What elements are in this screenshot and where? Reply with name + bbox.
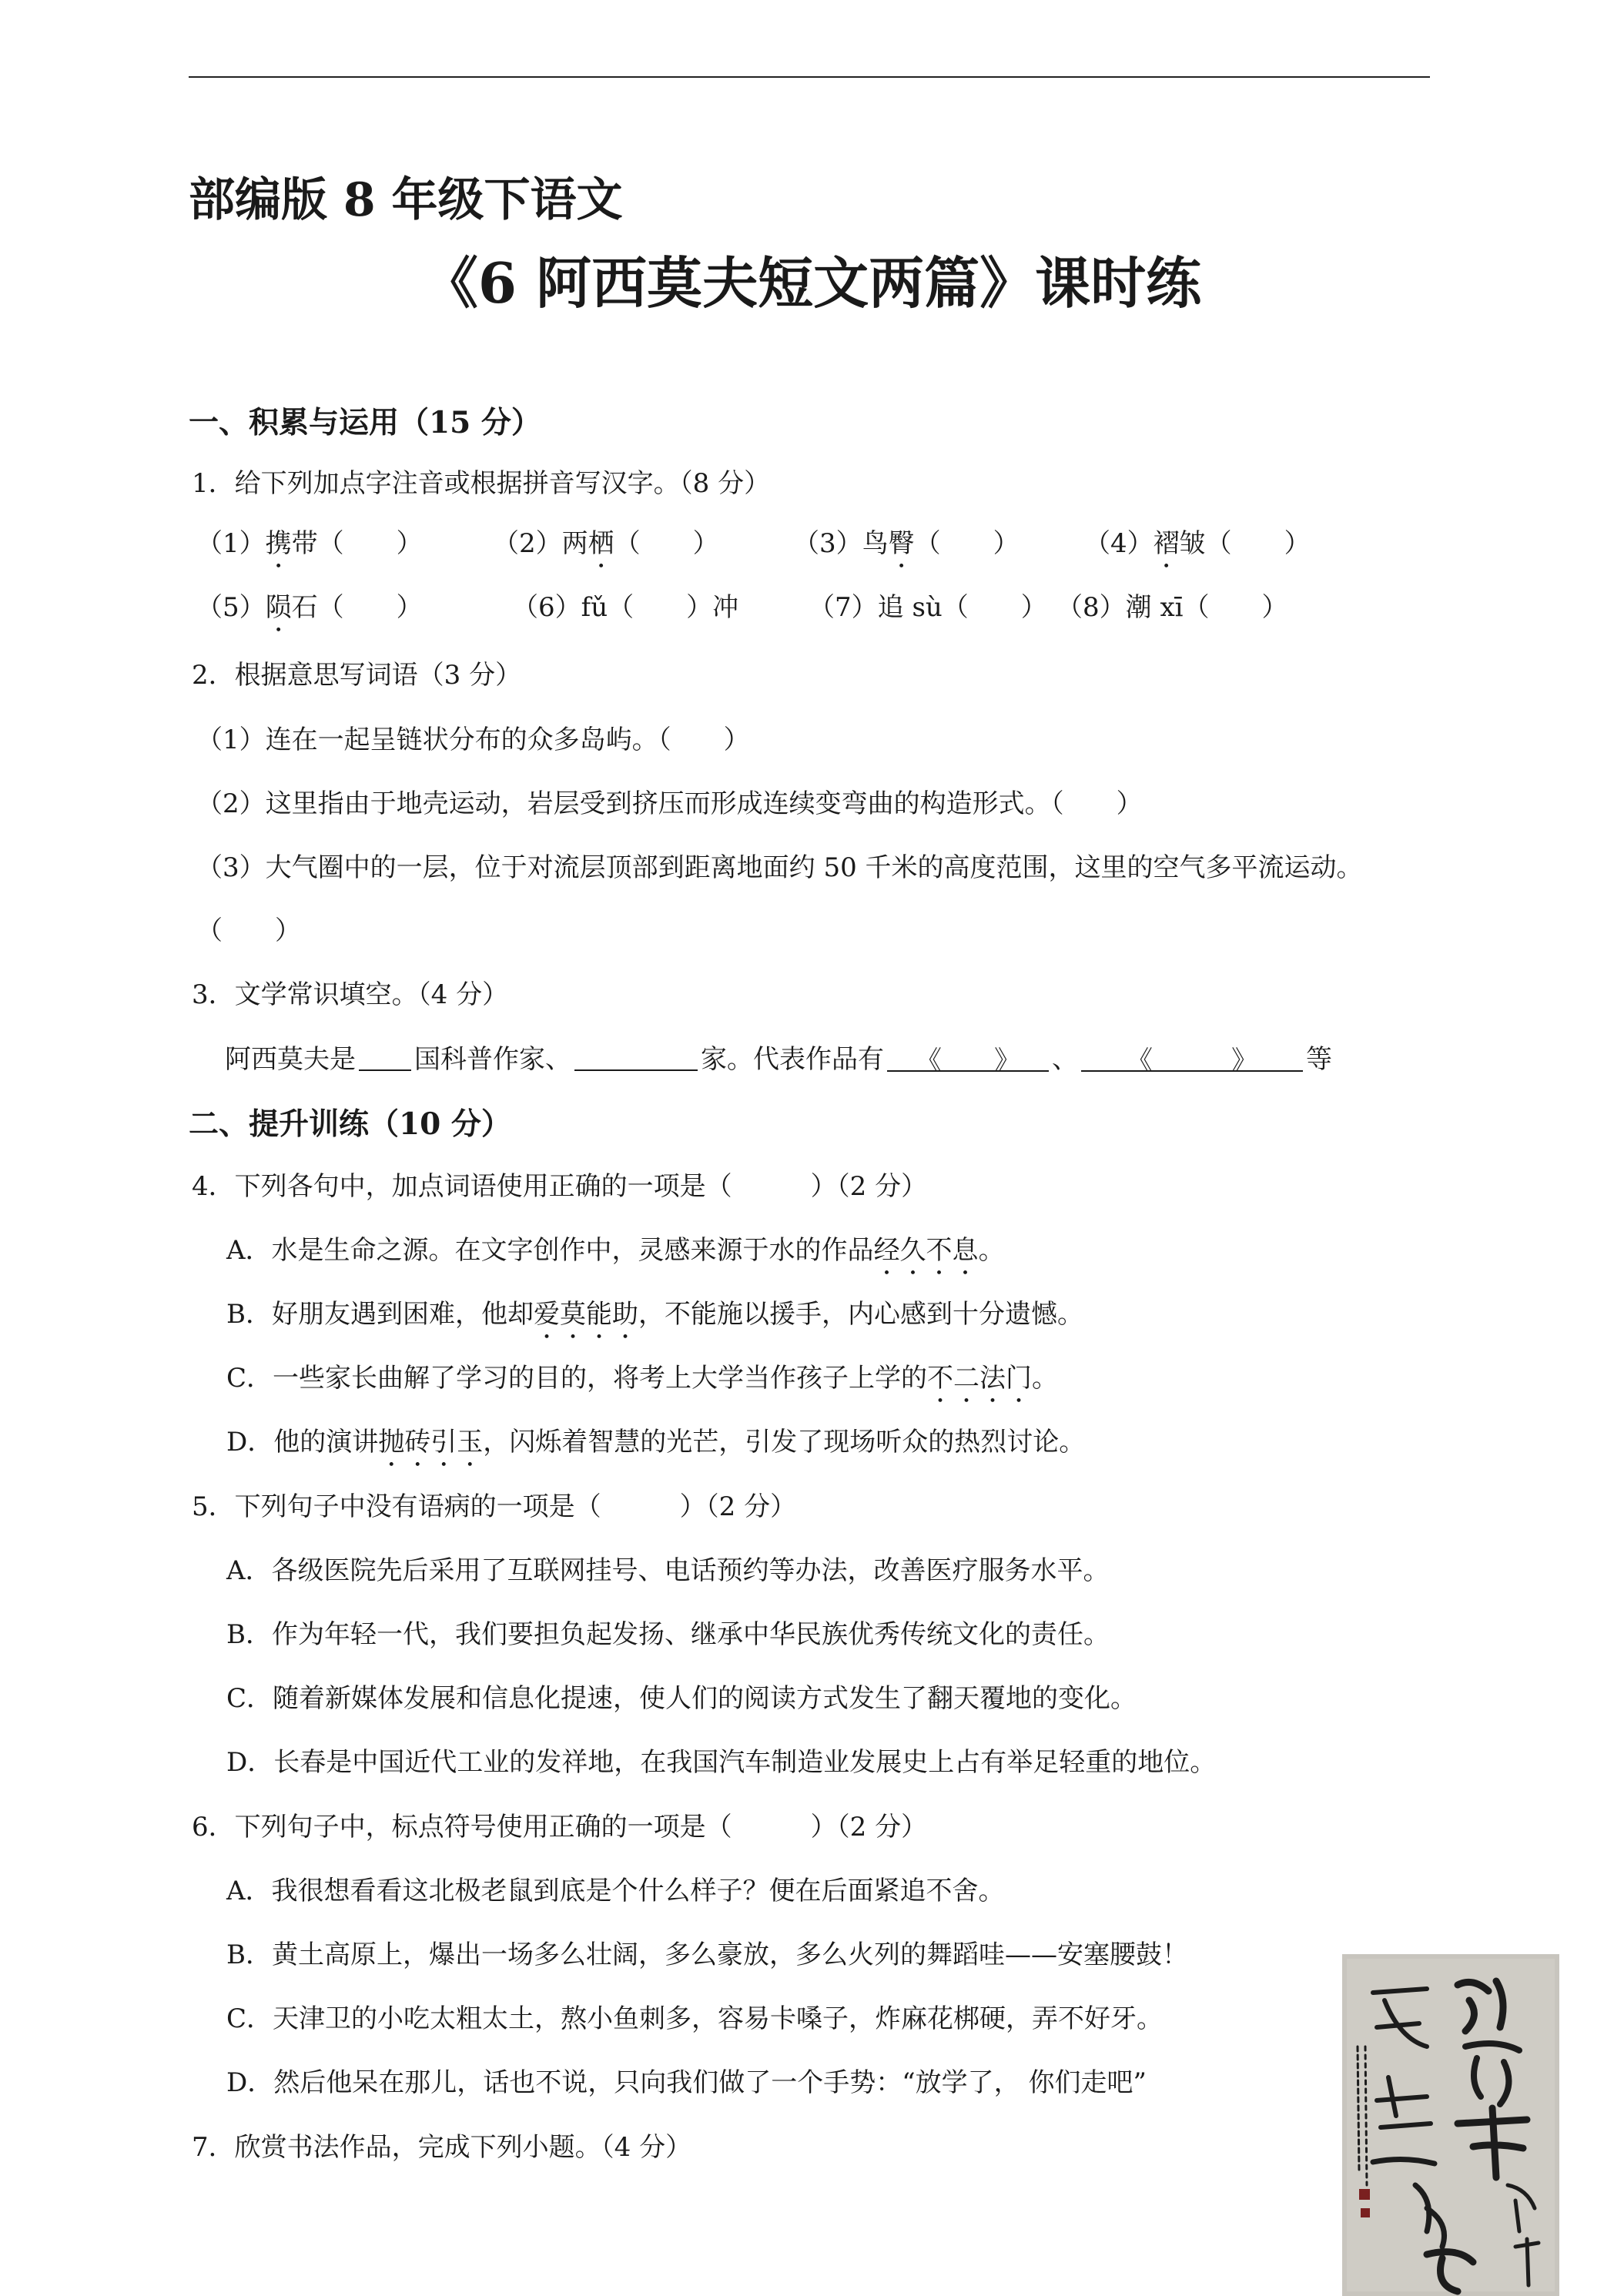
- emphasized-char: 栖: [588, 528, 614, 559]
- q1-item-6: （6）fǔ（ ）冲: [512, 592, 739, 623]
- header-rule: [189, 76, 1430, 78]
- question-7-stem: 7．欣赏书法作品，完成下列小题。（4 分）: [192, 2132, 692, 2163]
- emphasized-phrase: 抛砖引玉: [378, 1427, 484, 1458]
- q4-option-c: C．一些家长曲解了学习的目的，将考上大学当作孩子上学的不二法门。: [226, 1363, 1059, 1394]
- q4-option-d: D．他的演讲抛砖引玉，闪烁着智慧的光芒，引发了现场听众的热烈讨论。: [226, 1427, 1086, 1458]
- section-heading-2: 二、提升训练（10 分）: [189, 1106, 511, 1142]
- calligraphy-artwork: [1342, 1954, 1559, 2296]
- q3-fill-line: 阿西莫夫是 国科普作家、 家。代表作品有 《 》 、 《 》 等: [225, 1044, 1332, 1076]
- question-1-stem: 1．给下列加点字注音或根据拼音写汉字。（8 分）: [192, 468, 771, 499]
- question-2-stem: 2．根据意思写词语（3 分）: [192, 660, 522, 691]
- question-3-stem: 3．文学常识填空。（4 分）: [192, 979, 509, 1010]
- q6-option-b: B．黄土高原上，爆出一场多么壮阔，多么豪放，多么火列的舞蹈哇——安塞腰鼓！: [226, 1940, 1188, 1970]
- q5-option-d: D．长春是中国近代工业的发祥地，在我国汽车制造业发展史上占有举足轻重的地位。: [226, 1747, 1217, 1778]
- blank-1: [359, 1043, 411, 1071]
- q2-item-1: （1）连在一起呈链状分布的众多岛屿。（ ）: [196, 725, 750, 755]
- emphasized-phrase: 不二法门: [927, 1363, 1033, 1394]
- q6-option-c: C．天津卫的小吃太粗太土，熬小鱼刺多，容易卡嗓子，炸麻花梆硬，弄不好牙。: [226, 2003, 1164, 2034]
- q1-item-3: （3）鸟臀（ ）: [793, 528, 1020, 559]
- q2-item-3: （3）大气圈中的一层，位于对流层顶部到距离地面约 50 千米的高度范围，这里的空气多平流运动。: [196, 852, 1363, 883]
- emphasized-phrase: 经久不息: [873, 1235, 979, 1266]
- q1-item-1: （1）携带（ ）: [196, 528, 423, 559]
- q1-item-7: （7）追 sù（ ）: [809, 592, 1047, 623]
- emphasized-char: 褶: [1153, 528, 1180, 559]
- q5-option-b: B．作为年轻一代，我们要担负起发扬、继承中华民族优秀传统文化的责任。: [226, 1619, 1110, 1650]
- q2-item-3-answer: （ ）: [196, 915, 301, 946]
- q4-option-b: B．好朋友遇到困难，他却爱莫能助，不能施以援手，内心感到十分遗憾。: [226, 1299, 1083, 1330]
- emphasized-char: 陨: [265, 592, 292, 623]
- blank-2: [574, 1043, 698, 1071]
- document-subtitle: 部编版 8 年级下语文: [189, 173, 623, 227]
- q1-item-2: （2）两栖（ ）: [493, 528, 719, 559]
- question-5-stem: 5．下列句子中没有语病的一项是（ ）（2 分）: [192, 1491, 797, 1522]
- question-4-stem: 4．下列各句中，加点词语使用正确的一项是（ ）（2 分）: [192, 1171, 928, 1202]
- q4-option-a: A．水是生命之源。在文字创作中，灵感来源于水的作品经久不息。: [226, 1235, 1005, 1266]
- emphasized-phrase: 爱莫能助: [534, 1299, 638, 1330]
- emphasized-char: 携: [265, 528, 292, 559]
- q6-option-d: D．然后他呆在那儿，话也不说，只向我们做了一个手势：“放学了， 你们走吧”: [226, 2067, 1147, 2098]
- question-6-stem: 6．下列句子中，标点符号使用正确的一项是（ ）（2 分）: [192, 1812, 928, 1842]
- q2-item-2: （2）这里指由于地壳运动，岩层受到挤压而形成连续变弯曲的构造形式。（ ）: [196, 788, 1143, 819]
- blank-4: 《 》: [1081, 1044, 1303, 1072]
- q5-option-a: A．各级医院先后采用了互联网挂号、电话预约等办法，改善医疗服务水平。: [226, 1555, 1110, 1586]
- q1-item-5: （5）陨石（ ）: [196, 592, 423, 623]
- q5-option-c: C．随着新媒体发展和信息化提速，使人们的阅读方式发生了翻天覆地的变化。: [226, 1683, 1137, 1714]
- q1-item-4: （4）褶皱（ ）: [1084, 528, 1311, 559]
- q1-item-8: （8）潮 xī（ ）: [1056, 592, 1288, 623]
- emphasized-char: 臀: [888, 528, 915, 559]
- document-title: 《6 阿西莫夫短文两篇》课时练: [422, 250, 1202, 316]
- section-heading-1: 一、积累与运用（15 分）: [189, 405, 541, 440]
- q6-option-a: A．我很想看看这北极老鼠到底是个什么样子？便在后面紧追不舍。: [226, 1876, 1005, 1906]
- blank-3: 《 》: [887, 1044, 1049, 1072]
